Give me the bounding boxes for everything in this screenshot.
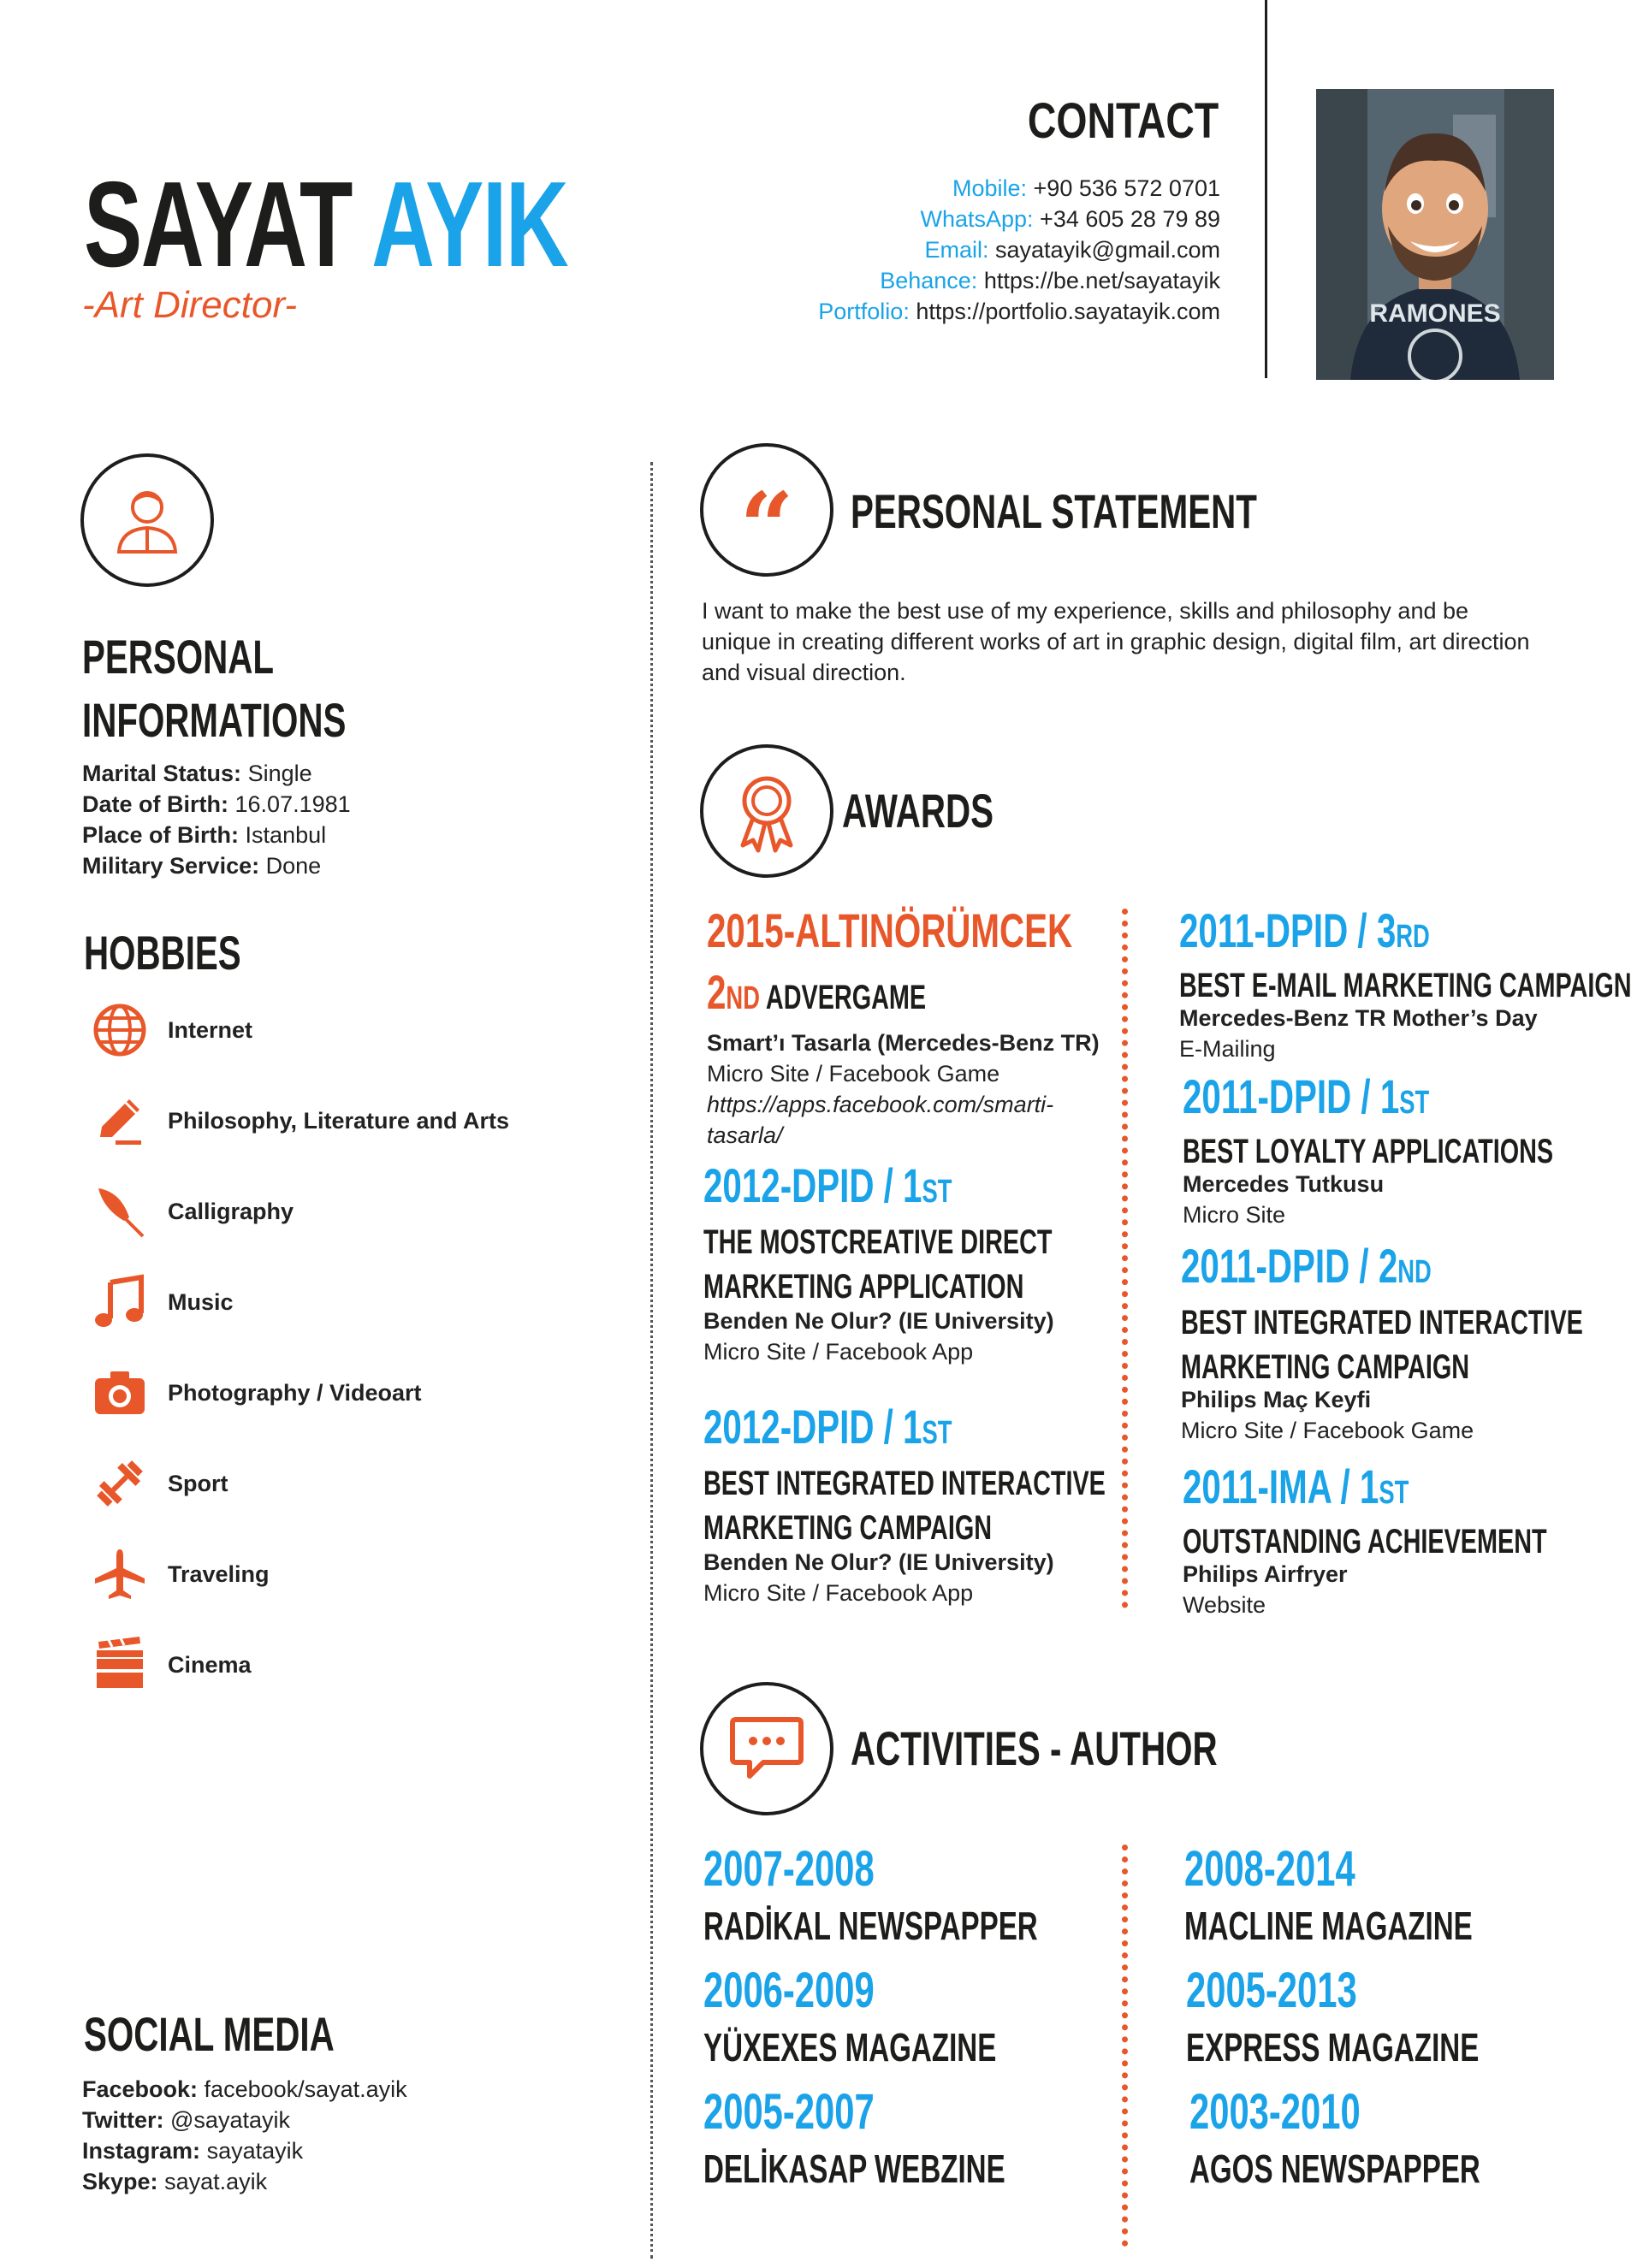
social-heading: SOCIAL MEDIA [84, 2007, 335, 2061]
activity-publication: EXPRESS MAGAZINE [1186, 2025, 1480, 2070]
activity-years: 2005-2013 [1186, 1963, 1357, 2018]
last-name: AYIK [371, 157, 568, 293]
award-link[interactable]: https://apps.facebook.com/smarti-tasarla/ [707, 1091, 1054, 1148]
award-description: Micro Site [1183, 1202, 1286, 1228]
first-name: SAYAT [84, 157, 352, 293]
activity-item [1189, 2084, 1593, 2191]
profile-photo [1316, 89, 1554, 380]
award-year: 2011-IMA / 1ST [1183, 1460, 1409, 1513]
contact-behance[interactable]: Behance: https://be.net/sayatayik [880, 268, 1220, 293]
award-year: 2012-DPID / 1ST [703, 1400, 952, 1454]
activity-publication: MACLINE MAGAZINE [1184, 1904, 1473, 1948]
activities-heading: ACTIVITIES - AUTHOR [851, 1721, 1218, 1775]
award-year: 2011-DPID / 1ST [1183, 1069, 1430, 1123]
award-year: 2011-DPID / 2ND [1181, 1239, 1432, 1293]
camera-icon [92, 1365, 148, 1421]
statement-text: I want to make the best use of my experience, skills and philosophy and be unique in creating different works of art in graphic design, digital film, art direction and visual direction. [702, 598, 1530, 685]
award-category-line: THE MOSTCREATIVE DIRECT [703, 1223, 1053, 1261]
name-heading [84, 157, 568, 293]
activity-item [1186, 1963, 1593, 2070]
award-category-line: BEST INTEGRATED INTERACTIVE [703, 1465, 1106, 1502]
hobby-label: Cinema [168, 1651, 252, 1678]
social-list [82, 2074, 407, 2197]
award-project: Smart’ı Tasarla (Mercedes-Benz TR) [707, 1029, 1100, 1056]
award-item [707, 903, 1214, 1151]
hobby-label: Sport [168, 1470, 228, 1496]
hobby-item-calligraphy [86, 1177, 294, 1246]
activity-years: 2008-2014 [1184, 1841, 1355, 1897]
contact-mobile[interactable]: Mobile: +90 536 572 0701 [952, 175, 1220, 201]
activity-item [703, 1841, 1168, 1948]
activity-years: 2006-2009 [703, 1963, 875, 2018]
activity-item [703, 1963, 1110, 2070]
award-category-line: MARKETING CAMPAIGN [703, 1509, 993, 1547]
pencil-icon [92, 1093, 148, 1149]
award-year: 2012-DPID / 1ST [703, 1158, 952, 1212]
place-of-birth: Place of Birth: Istanbul [82, 822, 327, 848]
hobby-label: Traveling [168, 1560, 270, 1587]
quill-icon [92, 1183, 148, 1240]
award-category: 2ND ADVERGAME [707, 965, 927, 1019]
hobby-item-philosophy [86, 1087, 509, 1155]
award-year: 2015-ALTINÖRÜMCEK [707, 903, 1073, 957]
awards-heading: AWARDS [842, 784, 994, 838]
award-category-line: BEST INTEGRATED INTERACTIVE [1181, 1304, 1583, 1341]
hobby-item-traveling [86, 1540, 270, 1608]
hobby-item-internet [86, 996, 252, 1064]
award-project: Benden Ne Olur? (IE University) [703, 1549, 1054, 1575]
column-divider [650, 462, 653, 2259]
quote-icon: “ [739, 471, 794, 582]
airplane-icon [92, 1546, 148, 1602]
award-item [703, 1158, 1188, 1367]
contact-whatsapp[interactable]: WhatsApp: +34 605 28 79 89 [920, 206, 1220, 232]
clapperboard-icon [92, 1637, 148, 1693]
award-category-line: BEST LOYALTY APPLICATIONS [1183, 1133, 1554, 1170]
personal-heading-line1: PERSONAL [82, 630, 275, 684]
personal-info-list [82, 758, 351, 881]
award-ribbon-icon [724, 768, 810, 854]
statement-heading: PERSONAL STATEMENT [851, 484, 1257, 538]
hobby-label: Photography / Videoart [168, 1379, 422, 1406]
contact-heading: CONTACT [1027, 93, 1219, 149]
award-project: Philips Airfryer [1183, 1561, 1348, 1587]
statement-icon-circle [700, 443, 833, 582]
activity-item [1184, 1841, 1585, 1948]
activities-icon-circle [700, 1682, 833, 1815]
award-item [1181, 1239, 1643, 1446]
marital-status: Marital Status: Single [82, 761, 312, 786]
contact-list [818, 173, 1220, 327]
award-description: Micro Site / Facebook App [703, 1339, 974, 1365]
award-year: 2011-DPID / 3RD [1179, 903, 1430, 957]
svg-text:RAMONES: RAMONES [1369, 299, 1501, 328]
dumbbell-icon [92, 1455, 148, 1512]
award-category-line: BEST E-MAIL MARKETING CAMPAIGN [1179, 967, 1632, 1004]
activity-years: 2003-2010 [1189, 2084, 1361, 2140]
personal-icon-circle [80, 453, 214, 587]
awards-icon-circle [700, 744, 833, 878]
hobby-item-photography [86, 1359, 422, 1427]
contact-email[interactable]: Email: sayatayik@gmail.com [924, 237, 1220, 263]
hobby-label: Philosophy, Literature and Arts [168, 1107, 510, 1134]
music-note-icon [92, 1274, 148, 1330]
hobby-item-sport [86, 1449, 228, 1518]
hobby-item-music [86, 1268, 234, 1336]
social-instagram[interactable]: Instagram: sayatayik [82, 2138, 304, 2164]
award-project: Benden Ne Olur? (IE University) [703, 1308, 1054, 1334]
social-facebook[interactable]: Facebook: facebook/sayat.ayik [82, 2076, 407, 2102]
contact-portfolio[interactable]: Portfolio: https://portfolio.sayatayik.com [818, 299, 1220, 324]
award-description: Micro Site / Facebook Game [1181, 1418, 1474, 1443]
activity-publication: YÜXEXES MAGAZINE [703, 2025, 997, 2070]
award-item [703, 1400, 1262, 1608]
date-of-birth: Date of Birth: 16.07.1981 [82, 791, 351, 817]
activity-item [703, 2084, 1123, 2191]
social-skype[interactable]: Skype: sayat.ayik [82, 2169, 268, 2194]
personal-heading-line2: INFORMATIONS [82, 693, 347, 747]
award-project: Philips Maç Keyfi [1181, 1387, 1372, 1412]
award-project: Mercedes Tutkusu [1183, 1171, 1385, 1197]
award-category-line: MARKETING CAMPAIGN [1181, 1348, 1470, 1386]
hobby-label: Music [168, 1288, 234, 1315]
award-description: E-Mailing [1179, 1036, 1276, 1062]
award-description: Website [1183, 1592, 1266, 1618]
job-title: -Art Director- [82, 284, 297, 326]
person-icon [109, 482, 186, 559]
military-service: Military Service: Done [82, 853, 322, 879]
award-item [1179, 903, 1643, 1064]
hobbies-heading: HOBBIES [84, 926, 241, 980]
award-description: Micro Site / Facebook Game [707, 1060, 1000, 1087]
activity-publication: DELİKASAP WEBZINE [703, 2147, 1005, 2191]
hobby-label: Calligraphy [168, 1198, 294, 1224]
header-divider [1265, 0, 1267, 378]
activity-years: 2007-2008 [703, 1841, 875, 1897]
hobby-item-cinema [86, 1631, 252, 1699]
hobby-label: Internet [168, 1016, 253, 1043]
award-item [1183, 1069, 1643, 1230]
activity-publication: AGOS NEWSPAPPER [1189, 2147, 1480, 2191]
social-twitter[interactable]: Twitter: @sayatayik [82, 2107, 290, 2133]
award-category-line: MARKETING APPLICATION [703, 1268, 1024, 1306]
award-project: Mercedes-Benz TR Mother’s Day [1179, 1005, 1538, 1031]
activity-publication: RADİKAL NEWSPAPPER [703, 1904, 1038, 1948]
globe-icon [92, 1002, 148, 1058]
award-description: Micro Site / Facebook App [703, 1580, 974, 1606]
award-category-line: OUTSTANDING ACHIEVEMENT [1183, 1523, 1547, 1560]
activity-years: 2005-2007 [703, 2084, 875, 2140]
award-item [1183, 1460, 1643, 1620]
chat-bubble-icon [726, 1708, 808, 1790]
